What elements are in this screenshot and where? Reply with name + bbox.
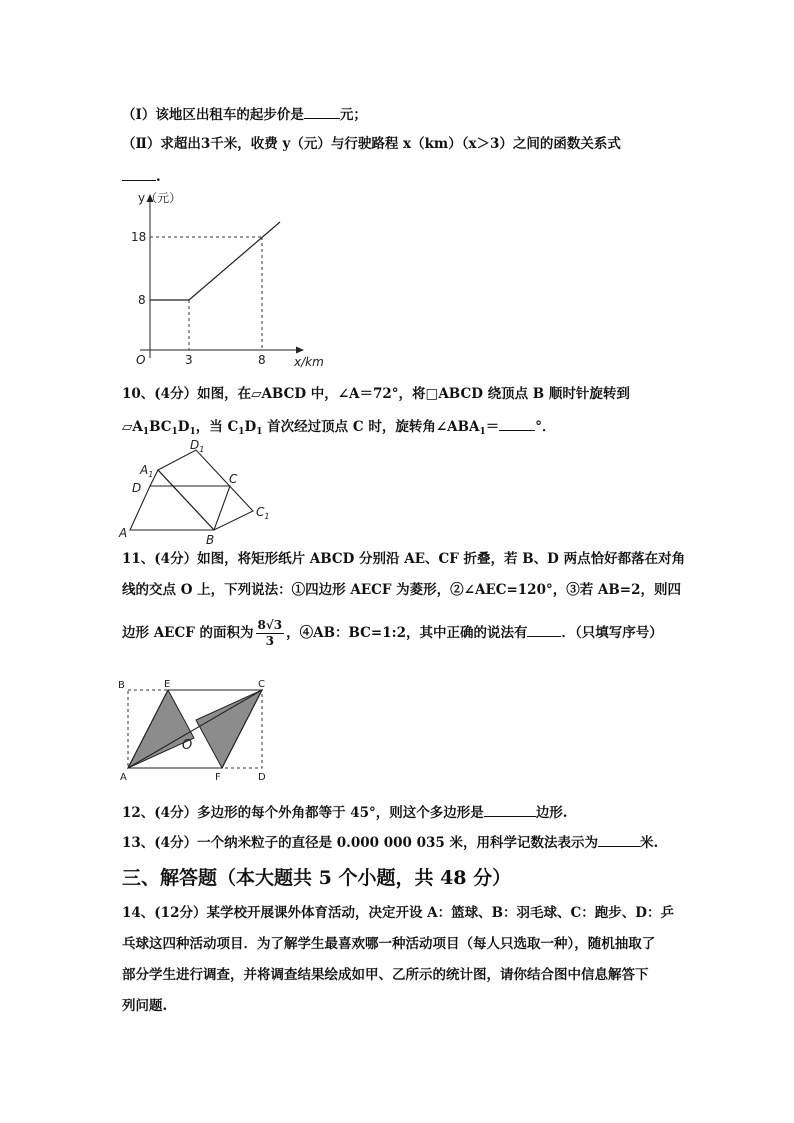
q13: 13、(4分）一个纳米粒子的直径是 0.000 000 035 米，用科学记数法表示为 米.: [122, 832, 658, 852]
svg-text:D1: [190, 438, 204, 454]
label-c: C: [229, 472, 238, 486]
answer-blank: [527, 622, 561, 637]
answer-blank: [484, 802, 536, 817]
label-a1-sub: 1: [148, 470, 154, 479]
label-a1: A: [140, 463, 149, 477]
y-tick-18: 18: [131, 230, 147, 244]
label-d1: D: [190, 438, 200, 452]
q14-line3: 部分学生进行调查，并将调查结果绘成如甲、乙所示的统计图，请你结合图中信息解答下: [122, 967, 649, 983]
q14-line1: 14、(12分）某学校开展课外体育活动，决定开设 A：篮球、B：羽毛球、C：跑步、D：乒: [122, 905, 674, 921]
rectangle-fold-figure: [116, 676, 276, 784]
label-d: D: [258, 772, 266, 783]
label-c1: C: [256, 505, 265, 519]
label-a: A: [119, 526, 128, 540]
label-d1-sub: 1: [199, 445, 205, 454]
label-d: D: [132, 481, 142, 495]
label-b: B: [206, 533, 215, 547]
q12: 12、(4分）多边形的每个外角都等于 45°，则这个多边形是 边形.: [122, 802, 568, 822]
label-b: B: [118, 680, 125, 691]
label-e: E: [164, 679, 171, 690]
answer-blank: [499, 416, 535, 431]
answer-blank: [122, 166, 156, 181]
q9-part2-answer: .: [122, 166, 161, 186]
svg-text:C1: [256, 505, 269, 521]
y-tick-8: 8: [138, 293, 146, 307]
area-fraction: $\frac{8√3}{3}$: [257, 618, 283, 648]
origin-label: O: [136, 353, 146, 367]
label-o: O: [182, 738, 193, 753]
q9-part1: （Ⅰ）该地区出租车的起步价是 元；: [122, 104, 367, 124]
y-axis-label: y（元）: [138, 191, 182, 205]
label-c1-sub: 1: [264, 512, 270, 521]
taxi-fare-graph: [118, 186, 338, 368]
parallelogram-rotation-figure: [116, 436, 286, 548]
x-tick-8: 8: [258, 353, 266, 367]
answer-blank: [304, 104, 340, 119]
label-a: A: [120, 772, 127, 783]
q14-line4: 列问题.: [122, 998, 168, 1014]
q14-line2: 乓球这四种活动项目．为了解学生最喜欢哪一种活动项目（每人只选取一种），随机抽取了: [122, 936, 656, 952]
q11-line3: 边形 AECF 的面积为 $\frac{8√3}{3}$ ，④AB：BC=1:2，其中正确的说法有 ．（只填写序号）: [122, 618, 663, 648]
x-tick-3: 3: [185, 353, 193, 367]
x-axis-label: x/km: [294, 355, 324, 368]
q10-line2: $▱A_1BC_1D_1$，当 $C_1D_1$ 首次经过顶点 C 时，旋转角$\angle ABA_1=$ °．: [122, 416, 556, 441]
q11-line1: 11、(4分）如图，将矩形纸片 ABCD 分别沿 AE、CF 折叠，若 B、D 两点恰好都落在对角: [122, 551, 686, 567]
q9-part2: （Ⅱ）求超出3千米，收费 y（元）与行驶路程 x（km）（x＞3）之间的函数关系式: [122, 136, 621, 152]
q10-line1: 10、(4分）如图，在▱ABCD 中，∠A＝72°，将□ABCD 绕顶点 B 顺时针旋转到: [122, 386, 630, 402]
q11-line2: 线的交点 O 上，下列说法：①四边形 AECF 为菱形，②∠AEC=120°，③若 AB=2，则四: [122, 582, 682, 598]
svg-text:A1: [139, 463, 153, 479]
label-f: F: [215, 772, 221, 783]
label-c: C: [258, 679, 265, 690]
section-3-title: 三、解答题（本大题共 5 个小题，共 48 分）: [122, 867, 512, 889]
answer-blank: [598, 832, 640, 847]
